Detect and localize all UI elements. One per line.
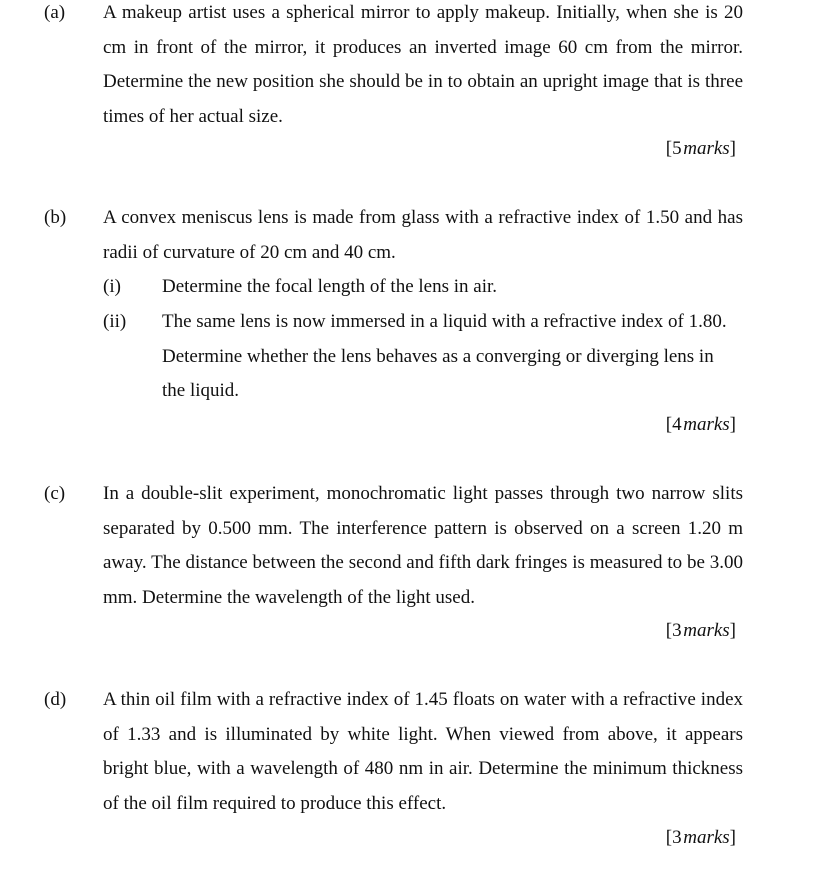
marks-number: 3 bbox=[672, 620, 682, 641]
question-text: A makeup artist uses a spherical mirror to apply makeup. Initially, when she is 20 cm in front of the mirror, it produces an inverted image 60 cm from the mirror. Determine the new position she should be in to obtain an upright image that is three times of her actual size. bbox=[103, 2, 743, 127]
marks-d: [3 marks] bbox=[665, 827, 736, 848]
question-text: In a double-slit experiment, monochromatic light passes through two narrow slits separated by 0.500 mm. The interference pattern is observed on a screen 1.20 m away. The distance between the second and fifth dark fringes is measured to be 3.00 mm. Determine the wavelength of the light used. bbox=[103, 483, 743, 608]
marks-word: marks bbox=[683, 827, 730, 848]
marks-word: marks bbox=[683, 414, 730, 435]
marks-number: 4 bbox=[672, 414, 682, 435]
subpart-text: The same lens is now immersed in a liquid with a refractive index of 1.80. Determine whether the lens behaves as a converging or diverging lens in the liquid. bbox=[162, 311, 727, 401]
marks-word: marks bbox=[683, 138, 730, 159]
question-label: (d) bbox=[44, 689, 67, 710]
marks-word: marks bbox=[683, 620, 730, 641]
question-label: (a) bbox=[44, 2, 66, 23]
question-text: A convex meniscus lens is made from glass with a refractive index of 1.50 and has radii of curvature of 20 cm and 40 cm. bbox=[103, 207, 743, 263]
marks-number: 3 bbox=[672, 827, 682, 848]
marks-b: [4 marks] bbox=[665, 414, 736, 435]
marks-a: [5 marks] bbox=[665, 138, 736, 159]
subpart-label: (i) bbox=[103, 276, 121, 297]
subpart-text: Determine the focal length of the lens in air. bbox=[162, 276, 498, 297]
question-text: A thin oil film with a refractive index of 1.45 floats on water with a refractive index of 1.33 and is illuminated by white light. When viewed from above, it appears bright blue, with a wavelength of 480 nm in air. Determine the minimum thickness of the oil film required to produce this effect. bbox=[103, 689, 743, 814]
subpart-label: (ii) bbox=[103, 311, 127, 332]
marks-c: [3 marks] bbox=[665, 620, 736, 641]
question-label: (c) bbox=[44, 483, 66, 504]
marks-number: 5 bbox=[672, 138, 682, 159]
question-label: (b) bbox=[44, 207, 67, 228]
